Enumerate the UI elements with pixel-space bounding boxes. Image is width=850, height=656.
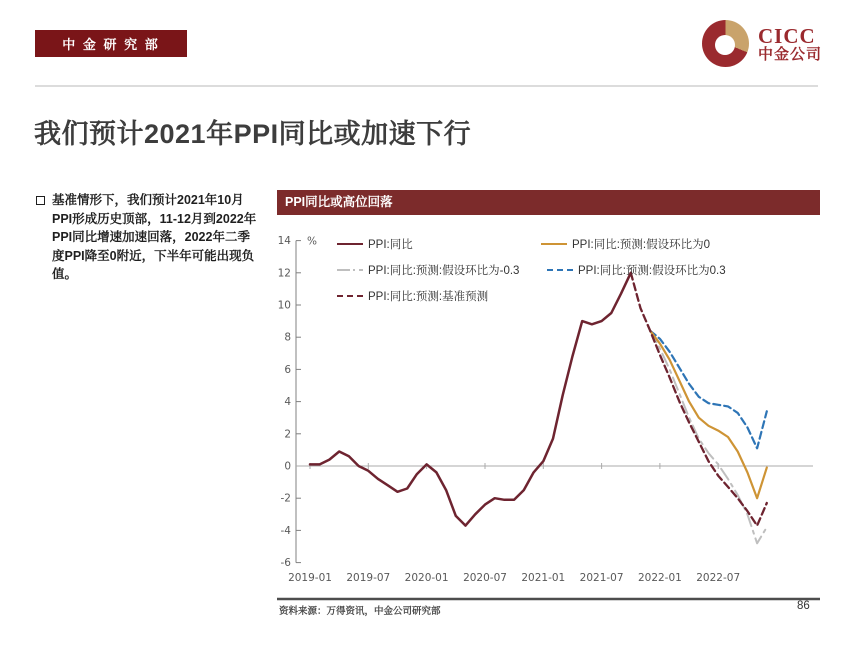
cicc-logo [702, 20, 822, 67]
legend-label-forecast-baseline: PPI:同比:预测:基准预测 [368, 291, 489, 303]
legend-item-forecast-plus03 [547, 262, 726, 278]
chart-header-bar: PPI同比或高位回落 [277, 190, 820, 215]
commentary-text: 基准情形下，我们预计2021年10月PPI形成历史顶部，11-12月到2022年PPI同比增速加速回落，2022年二季度PPI降至0附近，下半年可能出现负值。 [52, 193, 257, 281]
chart-area [277, 215, 820, 617]
series-line-4 [310, 273, 631, 526]
source-note: 资料来源：万得资讯，中金公司研究部 [279, 606, 441, 617]
legend-item-forecast-baseline [337, 288, 488, 304]
x-axis-label: 2020-01 [404, 572, 449, 584]
y-axis-label: 14 [277, 235, 291, 248]
legend-swatch-forecast-baseline [337, 295, 363, 297]
legend-item-ppi-actual [337, 236, 413, 252]
y-axis-label: 4 [284, 396, 291, 409]
x-axis-label: 2019-07 [346, 572, 391, 584]
legend-swatch-forecast-minus03 [337, 269, 363, 271]
page-number: 86 [797, 600, 810, 612]
y-axis-label: -2 [280, 492, 291, 505]
legend-item-forecast-minus03 [337, 262, 519, 278]
x-axis-label: 2022-01 [637, 572, 682, 584]
legend-label-forecast-plus03: PPI:同比:预测:假设环比为0.3 [578, 265, 726, 277]
y-axis-unit-label: % [307, 235, 317, 248]
y-axis-label: 8 [284, 331, 291, 344]
y-axis-label: 12 [277, 267, 291, 280]
header-divider [35, 85, 818, 87]
legend-label-forecast-flat0: PPI:同比:预测:假设环比为0 [572, 239, 711, 251]
series-line-0 [650, 331, 767, 544]
commentary-block [36, 191, 262, 284]
logo-brand-cn: 中金公司 [758, 45, 823, 63]
x-axis-label: 2021-07 [579, 572, 624, 584]
legend-item-forecast-flat0 [541, 236, 710, 252]
banner-label: 中 金 研 究 部 [62, 37, 160, 52]
y-axis-label: 2 [284, 428, 291, 441]
legend-label-ppi-actual: PPI:同比 [368, 239, 413, 251]
y-axis-label: 0 [284, 460, 291, 473]
x-axis-label: 2020-07 [463, 572, 507, 584]
y-axis-label: -6 [280, 557, 291, 570]
y-axis-label: 10 [277, 299, 291, 312]
legend-swatch-ppi-actual [337, 243, 363, 246]
chart-panel [277, 190, 820, 617]
x-axis-label: 2022-07 [696, 572, 741, 584]
series-line-2 [650, 331, 767, 498]
series-line-1 [650, 331, 767, 449]
x-axis-label: 2019-01 [288, 572, 332, 584]
y-axis-label: 6 [284, 363, 291, 376]
legend-label-forecast-minus03: PPI:同比:预测:假设环比为-0.3 [368, 265, 520, 277]
page-title: 我们预计2021年PPI同比或加速下行 [34, 119, 472, 149]
cicc-logo-ring-icon [702, 20, 749, 67]
bullet-square-icon [36, 196, 45, 205]
series-line-3 [631, 273, 767, 526]
research-dept-banner [35, 30, 187, 57]
logo-brand-en: CICC [758, 23, 816, 48]
y-axis-label: -4 [280, 524, 291, 537]
x-axis-label: 2021-01 [521, 572, 566, 584]
legend-swatch-forecast-plus03 [547, 269, 573, 271]
legend-swatch-forecast-flat0 [541, 243, 567, 245]
